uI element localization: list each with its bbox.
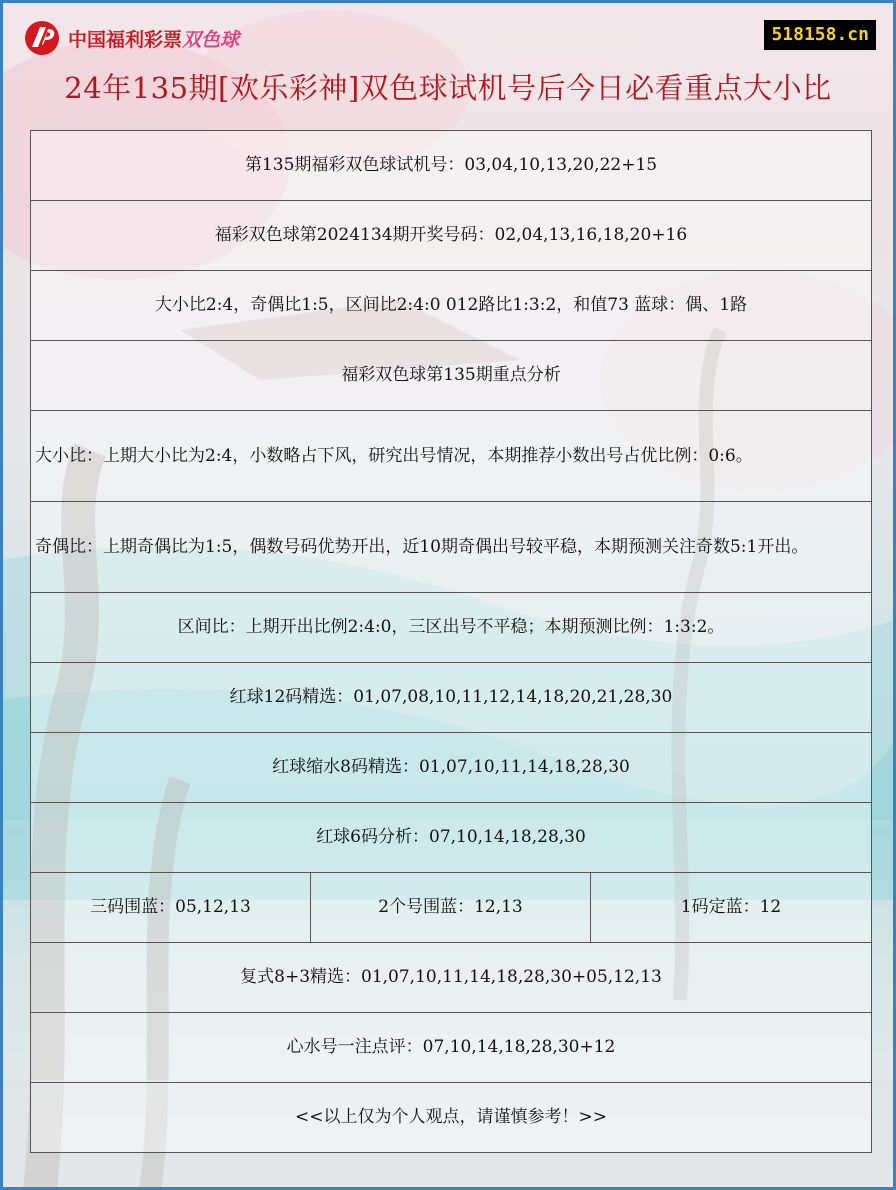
blue3-cell: 三码围蓝：05,12,13: [31, 873, 311, 943]
analysis-heading-cell: 福彩双色球第135期重点分析: [31, 341, 872, 411]
compound-cell: 复式8+3精选：01,07,10,11,14,18,28,30+05,12,13: [31, 943, 872, 1013]
logo-text: 中国福利彩票双色球: [68, 28, 240, 51]
single-pick-cell: 心水号一注点评：07,10,14,18,28,30+12: [31, 1013, 872, 1083]
odd-even-cell: 奇偶比：上期奇偶比为1:5，偶数号码优势开出，近10期奇偶出号较平稳，本期预测关注奇数5:1开出。: [31, 502, 872, 593]
prediction-table: [30, 130, 872, 1153]
size-ratio-cell: 大小比：上期大小比为2:4，小数略占下风，研究出号情况，本期推荐小数出号占优比例：0:6。: [31, 411, 872, 502]
cwl-logo-icon: [20, 20, 64, 56]
blue1-cell: 1码定蓝：12: [591, 873, 872, 943]
lottery-logo: [20, 20, 239, 56]
blue2-cell: 2个号围蓝：12,13: [311, 873, 591, 943]
red12-cell: 红球12码精选：01,07,08,10,11,12,14,18,20,21,28,30: [31, 663, 872, 733]
red8-cell: 红球缩水8码精选：01,07,10,11,14,18,28,30: [31, 733, 872, 803]
zone-ratio-cell: 区间比：上期开出比例2:4:0，三区出号不平稳；本期预测比例：1:3:2。: [31, 593, 872, 663]
last-stats-cell: 大小比2:4，奇偶比1:5，区间比2:4:0 012路比1:3:2，和值73 蓝球：偶、1路: [31, 271, 872, 341]
test-numbers-cell: 第135期福彩双色球试机号：03,04,10,13,20,22+15: [31, 131, 872, 201]
disclaimer-cell: <<以上仅为个人观点，请谨慎参考！>>: [31, 1083, 872, 1153]
red6-cell: 红球6码分析：07,10,14,18,28,30: [31, 803, 872, 873]
last-draw-cell: 福彩双色球第2024134期开奖号码：02,04,13,16,18,20+16: [31, 201, 872, 271]
page-title: 24年135期[欢乐彩神]双色球试机号后今日必看重点大小比: [64, 71, 832, 105]
site-badge[interactable]: 518158.cn: [764, 20, 876, 50]
